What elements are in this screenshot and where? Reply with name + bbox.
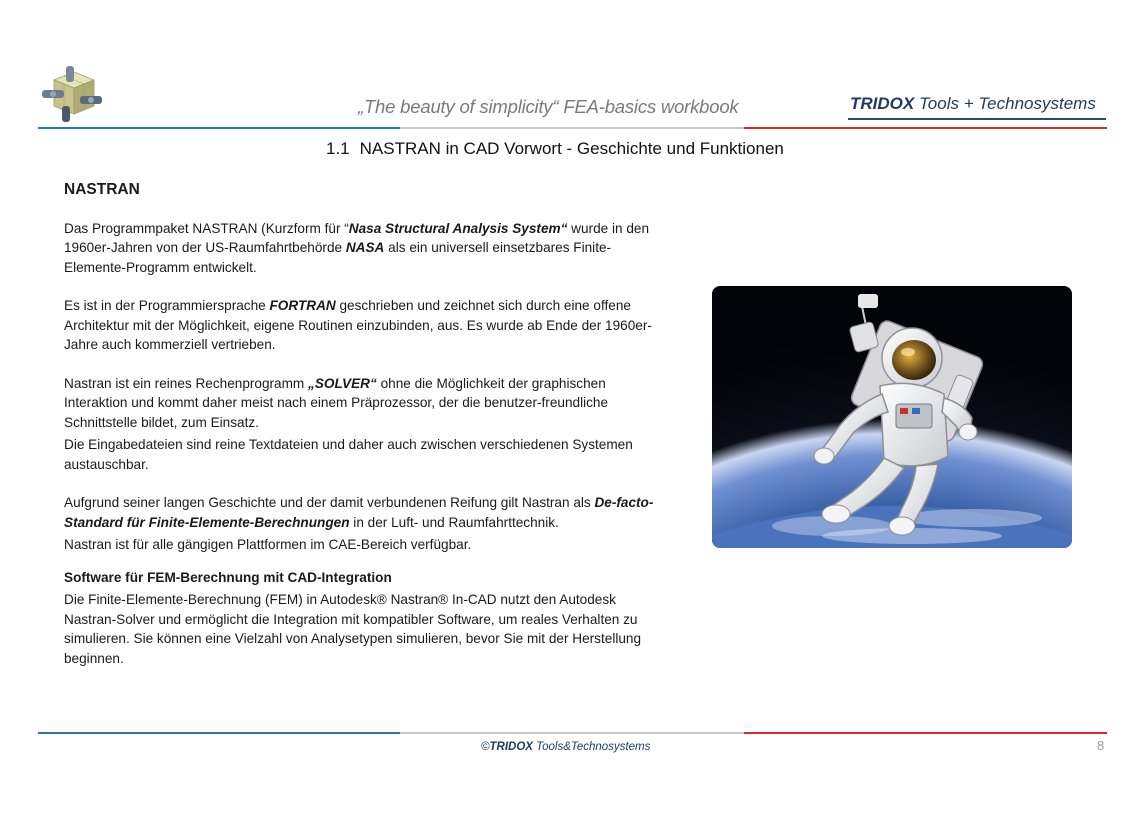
header-rule-blue: [38, 127, 400, 129]
header-brand: [850, 94, 1096, 114]
section-title: [326, 139, 784, 159]
software-subheading: Software für FEM-Berechnung mit CAD-Integration: [64, 569, 392, 585]
p2-text-c: geschrieben und zeichnet sich durch eine offene Architektur mit der Möglichkeit, eigene Routinen einzubinden, aus. Es wurde ab Ende der 1960er-Jahre auch kommerziell vertrieben.: [64, 298, 652, 352]
paragraph-input-files: Die Eingabedateien sind reine Textdateien und daher auch zwischen verschiedenen Systemen austauschbar.: [64, 437, 633, 472]
p1-text-c: wurde in den 1960er-Jahren von der US-Raumfahrtbehörde: [64, 220, 650, 255]
footer-copyright: [481, 741, 650, 753]
section-number: 1.1: [326, 139, 350, 158]
section-title-text: NASTRAN in CAD Vorwort - Geschichte und Funktionen: [359, 139, 784, 158]
paragraph-incad: Die Finite-Elemente-Berechnung (FEM) in Autodesk® Nastran® In-CAD nutzt den Autodesk Nastran-Solver und ermöglicht die Integration mit kompatibler Software, um reales Verhalten zu simulieren. Sie können eine Vielzahl von Analysetypen simulieren, bevor Sie mit der Herstellung beginnen.: [64, 592, 642, 666]
p1-emphasis-name: Nasa Structural Analysis System“: [348, 220, 568, 236]
paragraph-standard: [64, 493, 664, 532]
p5-text-a: Aufgrund seiner langen Geschichte und der damit verbundenen Reifung gilt Nastran als: [64, 495, 595, 510]
p1-emphasis-nasa: NASA: [345, 240, 385, 255]
content-heading: NASTRAN: [64, 181, 140, 198]
paragraph-platforms: Nastran ist für alle gängigen Plattformen im CAE-Bereich verfügbar.: [64, 537, 472, 552]
p5-text-c: in der Luft- und Raumfahrttechnik.: [349, 514, 559, 530]
paragraph-solver: [64, 374, 664, 433]
p2-emphasis-fortran: FORTRAN: [269, 298, 336, 313]
workbook-title: „The beauty of simplicity“ FEA-basics workbook: [358, 96, 739, 117]
astronaut-spacewalk-illustration: [712, 286, 1072, 548]
p2-text-a: Es ist in der Programmiersprache: [64, 298, 270, 313]
p3-emphasis-solver: „SOLVER“: [308, 375, 377, 391]
footer-rule-blue: [38, 732, 400, 734]
paragraph-history: [64, 219, 664, 278]
brand-name: TRIDOX: [850, 94, 915, 113]
p5-emphasis-standard: De-facto-Standard für Finite-Elemente-Berechnungen: [64, 495, 654, 530]
paragraph-fortran: [64, 296, 664, 355]
brand-underline: [848, 118, 1106, 120]
p1-text-e: als ein universell einsetzbares Finite-Elemente-Programm entwickelt.: [64, 240, 612, 275]
body-text: [64, 180, 664, 668]
header-rule-grey: [400, 127, 744, 129]
footer-rule-red: [744, 732, 1107, 734]
p3-text-c: ohne die Möglichkeit der graphischen Interaktion und kommt daher meist nach einem Präprozessor, der die benutzer-freundliche Schnittstelle bildet, zum Einsatz.: [64, 375, 609, 430]
footer-brand-tagline: Tools&Technosystems: [532, 741, 651, 753]
copyright-symbol: ©: [481, 741, 490, 753]
p1-text-a: Das Programmpaket NASTRAN (Kurzform für “: [64, 220, 349, 236]
header-rule-red: [744, 127, 1107, 129]
footer-brand-name: TRIDOX: [489, 741, 533, 753]
page-number: 8: [1097, 738, 1105, 753]
p3-text-a: Nastran ist ein reines Rechenprogramm: [64, 375, 309, 391]
fea-mesh-cube-icon: [40, 66, 104, 122]
footer-rule-grey: [400, 732, 744, 734]
brand-tagline: Tools + Technosystems: [914, 94, 1096, 113]
